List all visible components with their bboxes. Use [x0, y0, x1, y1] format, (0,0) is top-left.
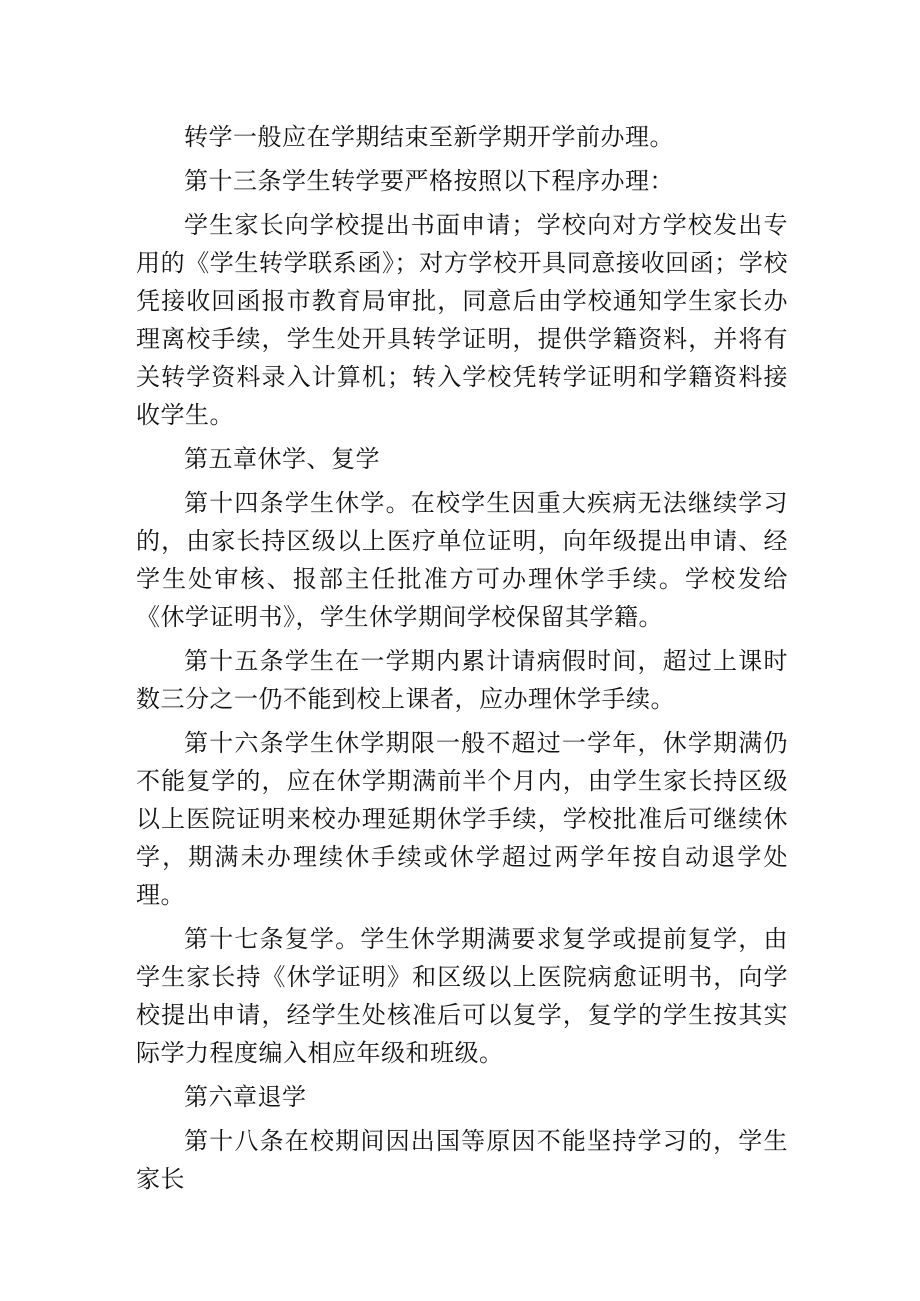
article-13-heading: 第十三条学生转学要严格按照以下程序办理：: [184, 167, 674, 195]
chapter-5-heading: 第五章休学、复学: [184, 445, 380, 473]
article-15-paragraph: 第十五条学生在一学期内累计请病假时间，超过上课时数三分之一仍不能到校上课者，应办理休学手续。: [136, 647, 788, 713]
article-16-paragraph: 第十六条学生休学期限一般不超过一学年，休学期满仍不能复学的，应在休学期满前半个月内，由学生家长持区级以上医院证明来校办理延期休学手续，学校批准后可继续休学，期满未办理续休手续或休学超过两学年按自动退学处理。: [136, 729, 788, 909]
chapter-6-heading: 第六章退学: [184, 1083, 307, 1111]
paragraph-transfer-timing: 转学一般应在学期结束至新学期开学前办理。: [184, 123, 674, 151]
article-18-paragraph: 第十八条在校期间因出国等原因不能坚持学习的，学生家长: [136, 1127, 788, 1193]
article-14-paragraph: 第十四条学生休学。在校学生因重大疾病无法继续学习的，由家长持区级以上医疗单位证明，向年级提出申请、经学生处审核、报部主任批准方可办理休学手续。学校发给《休学证明书》，学生休学期间学校保留其学籍。: [136, 489, 788, 631]
article-17-paragraph: 第十七条复学。学生休学期满要求复学或提前复学，由学生家长持《休学证明》和区级以上医院病愈证明书，向学校提出申请，经学生处核准后可以复学，复学的学生按其实际学力程度编入相应年级和班级。: [136, 925, 788, 1067]
paragraph-transfer-procedure: 学生家长向学校提出书面申请；学校向对方学校发出专用的《学生转学联系函》；对方学校开具同意接收回函；学校凭接收回函报市教育局审批，同意后由学校通知学生家长办理离校手续，学生处开具转学证明，提供学籍资料，并将有关转学资料录入计算机；转入学校凭转学证明和学籍资料接收学生。: [136, 211, 788, 429]
document-body: [136, 118, 788, 1204]
